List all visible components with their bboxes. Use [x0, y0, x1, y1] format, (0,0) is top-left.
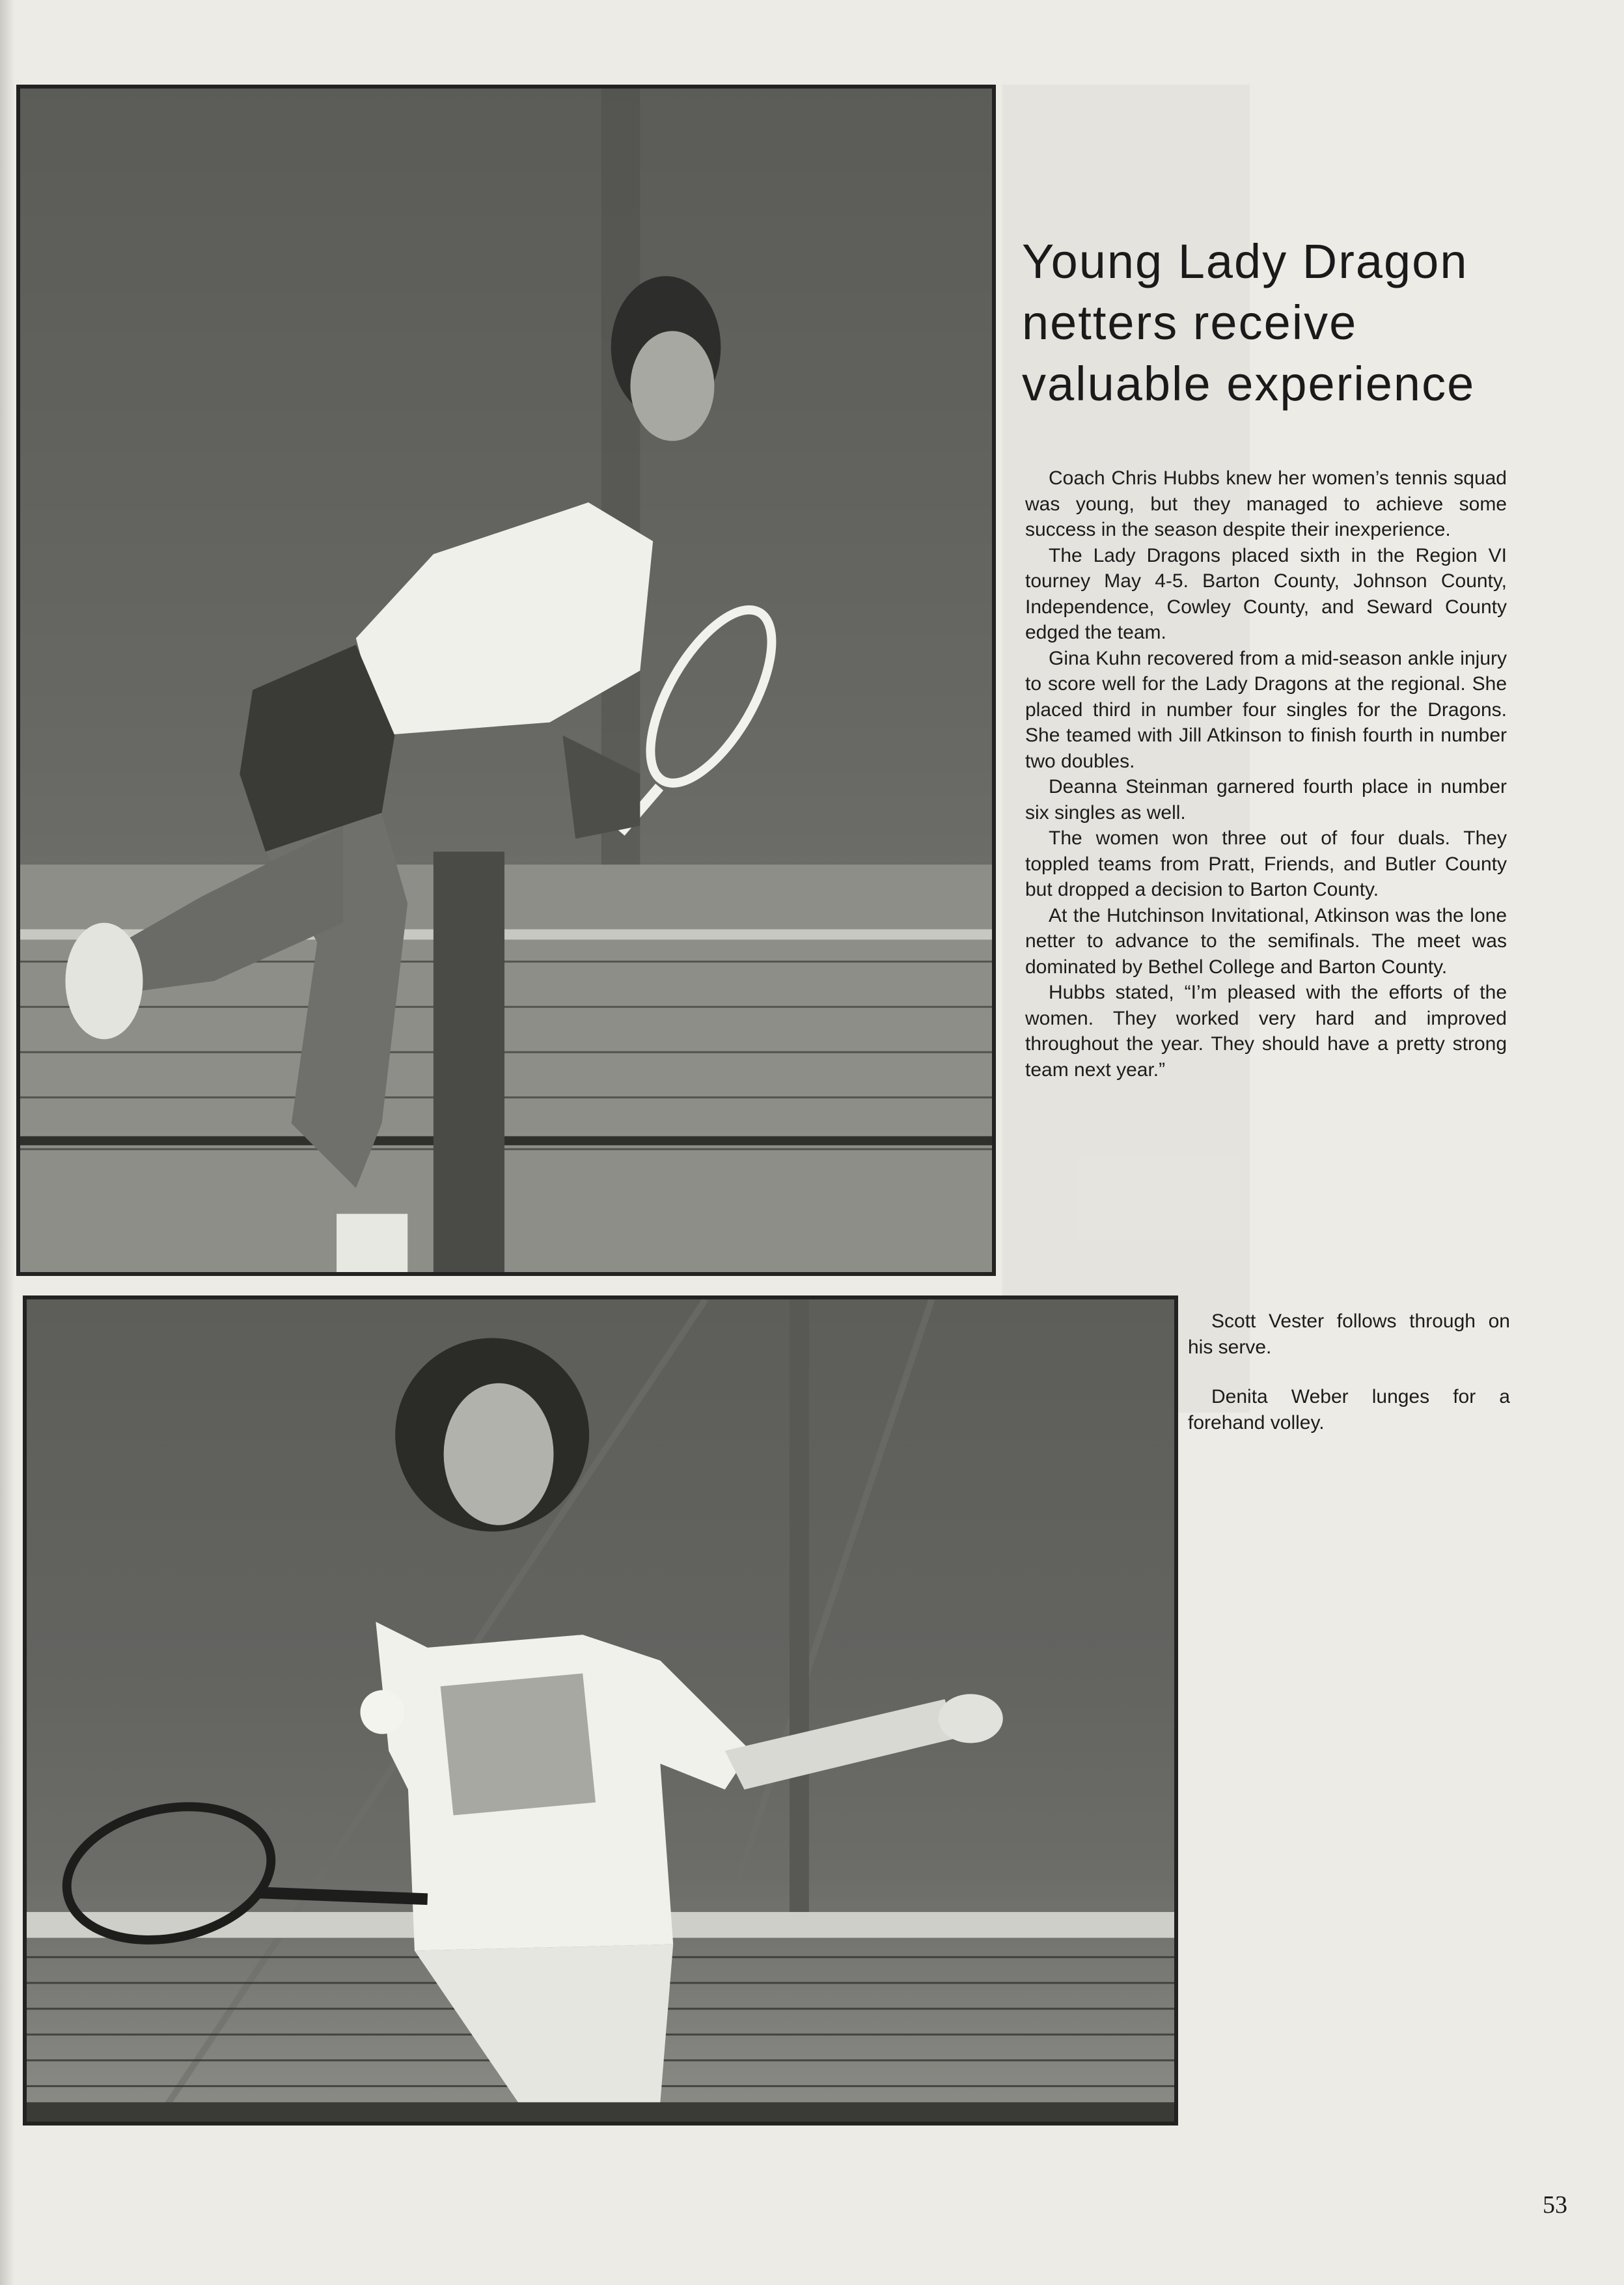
photo-captions	[1188, 1309, 1510, 1460]
article-body	[1025, 465, 1507, 1083]
serve-photo-illustration	[20, 89, 992, 1272]
story-paragraph: Gina Kuhn recovered from a mid-season ankle injury to score well for the Lady Dragons at the regional. She placed third in number four singles for the Dragons. She teamed with Jill Atkinson to finish fourth in number two doubles.	[1025, 647, 1507, 772]
volley-photo-illustration	[27, 1299, 1174, 2122]
story-paragraph: Coach Chris Hubbs knew her women’s tennis squad was young, but they managed to achieve some success in the season despite their inexperience.	[1025, 467, 1507, 540]
headline-line-2: netters receive	[1022, 296, 1358, 350]
photo-denita-weber-volley	[23, 1295, 1178, 2126]
story-paragraph: At the Hutchinson Invitational, Atkinson was the lone netter to advance to the semifinals. The meet was dominated by Bethel College and Barton County.	[1025, 904, 1507, 978]
story-paragraph: Deanna Steinman garnered fourth place in number six singles as well.	[1025, 776, 1507, 824]
caption-top-photo: Scott Vester follows through on his serve.	[1188, 1310, 1510, 1358]
article-headline	[1022, 231, 1582, 415]
page-number: 53	[1543, 2191, 1567, 2219]
headline-line-3: valuable experience	[1022, 357, 1476, 411]
story-paragraph: The Lady Dragons placed sixth in the Region VI tourney May 4-5. Barton County, Johnson County, Independence, Cowley County, and Seward County edged the team.	[1025, 544, 1507, 643]
story-paragraph: Hubbs stated, “I’m pleased with the efforts of the women. They worked very hard and improved throughout the year. They should have a pretty strong team next year.”	[1025, 982, 1507, 1081]
caption-bottom-photo: Denita Weber lunges for a forehand volley.	[1188, 1386, 1510, 1433]
story-paragraph: The women won three out of four duals. They toppled teams from Pratt, Friends, and Butler County but dropped a decision to Barton County.	[1025, 827, 1507, 900]
page-binding-shadow	[0, 0, 14, 2285]
photo-scott-vester-serve	[16, 85, 996, 1276]
headline-line-1: Young Lady Dragon	[1022, 234, 1468, 288]
